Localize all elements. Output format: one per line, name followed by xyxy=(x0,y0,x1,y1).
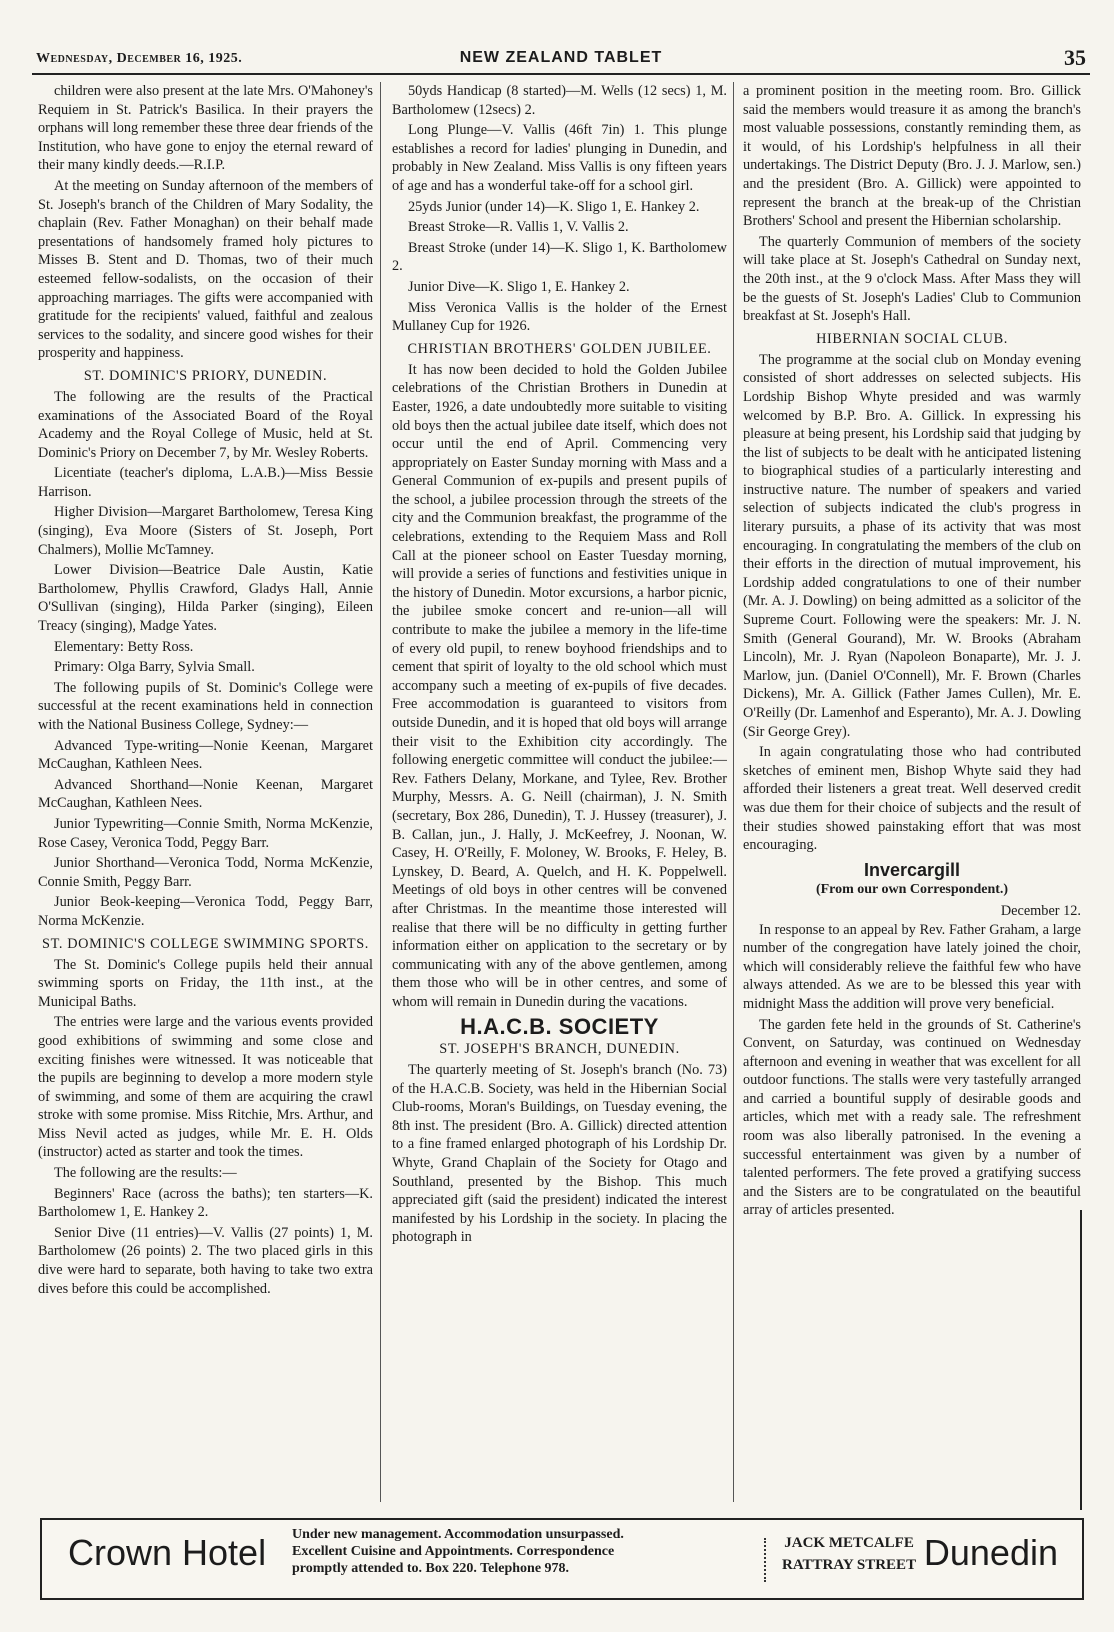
paragraph: The following are the results of the Practical examinations of the Associated Board of the Royal Academy and the Royal College of Music, held at St. Dominic's Priory on December 7, by Mr. Wesley Roberts. xyxy=(38,388,373,461)
paragraph: Junior Dive—K. Sligo 1, E. Hankey 2. xyxy=(408,278,630,295)
paragraph: The garden fete held in the grounds of St. Catherine's Convent, on Saturday, was continued on Wednesday afternoon and evening in weather that was excellent for all outdoor functions. The stalls were very tastefully arranged and carried a bountiful supply of desirable goods and articles, which met with a ready sale. The refreshment room was also liberally patronised. In the evening a successful entertainment was given by a number of talented performers. The fete proved a gratifying success and the Sisters are to be congratulated on the beautiful array of articles presented. xyxy=(743,1016,1081,1219)
paragraph: It has now been decided to hold the Golden Jubilee celebrations of the Christian Brothers in Dunedin at Easter, 1926, a date undoubtedly more suitable to visiting old boys then the actual jubilee date itself, which does not occur until the end of April. Commencing very appropriately on Easter Sunday morning with Mass and a General Communion of ex-pupils and present pupils of the school, a jubilee procession through the streets of the city and the Communion breakfast, the programme of the celebrations, extending to the Requiem Mass and Roll Call at the pioneer school on Easter Tuesday morning, will provide a series of functions and festivities unique in the history of Dunedin. Motor excursions, a harbor picnic, the jubilee smoke concert and re-union—all will contribute to make the jubilee a memory in the life-time of every old pupil, to renew boyhood friendships and to cement that spirit of loyalty to the old school which must accompany such a meeting of ex-pupils of five decades. Free accommodation is guaranteed to visitors from outside Dunedin, and it is hoped that old boys will arrange their visit to the Exhibition city accordingly. The following energetic committee will conduct the jubilee:—Rev. Fathers Delany, Morkane, and Tylee, Rev. Brother Murphy, Messrs. A. G. Neill (chairman), J. N. Smith (secretary, Box 286, Dunedin), T. J. Hussey (treasurer), J. B. Callan, jun., J. Hally, J. McKeefrey, J. Noonan, W. Casey, H. O'Reilly, F. Moloney, W. Brooks, F. Heley, B. Lynskey, D. Beard, A. Quelch, and H. K. Poppelwell. Meetings of old boys in other centres will be convened after Christmas. In the meantime those interested will realise that there will be no difficulty in getting further information either on application to the secretary or by communicating with any of the above gentlemen, among them those who will be in other centres, and some of whom will remain in Dunedin during the vacations. xyxy=(392,361,727,1010)
page-header xyxy=(32,45,1090,75)
paragraph: At the meeting on Sunday afternoon of the members of St. Joseph's branch of the Children of Mary Sodality, the chaplain (Rev. Father Monaghan) on their behalf made presentations of handsomely framed holy pictures to Misses B. Stent and D. Thomas, two of their much esteemed fellow-sodalists, on the occasion of their approaching marriages. The gifts were accompanied with gratitude for the recipients' valued, faithful and zealous services to the sodality, and sincere good wishes for their prosperity and happiness. xyxy=(38,177,373,362)
town-heading: Invercargill xyxy=(863,859,961,880)
column-border xyxy=(1080,1210,1082,1510)
ad-line: Under new management. Accommodation unsurpassed. xyxy=(292,1527,624,1542)
ad-address xyxy=(782,1532,916,1576)
paragraph: Senior Dive (11 entries)—V. Vallis (27 points) 1, M. Bartholomew (26 points) 2. The two placed girls in this dive were hard to separate, both having to take two extra dives before this could be accomplished. xyxy=(38,1224,373,1297)
correspondent-line: (From our own Correspondent.) xyxy=(815,882,1009,898)
paragraph: Junior Beok-keeping—Veronica Todd, Peggy Barr, Norma McKenzie. xyxy=(38,894,373,929)
paragraph: In again congratulating those who had contributed sketches of eminent men, Bishop Whyte said they had afforded their listeners a great treat. Well deserved credit was due them for their choice of subjects and the result of their studies showed painstaking effort that was most encouraging. xyxy=(743,744,1081,854)
ad-hotel-name: Crown Hotel xyxy=(68,1532,267,1573)
paragraph: Advanced Shorthand—Nonie Keenan, Margaret McCaughan, Kathleen Nees. xyxy=(38,776,373,812)
paragraph: Miss Veronica Vallis is the holder of the Ernest Mullaney Cup for 1926. xyxy=(392,299,727,335)
ad-line: Excellent Cuisine and Appointments. Correspondence xyxy=(292,1544,615,1559)
publication-title: NEW ZEALAND TABLET xyxy=(459,49,663,66)
paragraph: children were also present at the late Mrs. O'Mahoney's Requiem in St. Patrick's Basilica. In their prayers the orphans will long remember these three dear friends of the Institution, who have gone to enjoy the eternal reward of their many kindly deeds.—R.I.P. xyxy=(38,83,373,174)
paragraph: The following pupils of St. Dominic's College were successful at the recent examinations held in connection with the National Business College, Sydney:— xyxy=(38,679,373,733)
paragraph: The entries were large and the various events provided good exhibitions of swimming and some close and exciting finishes were witnessed. It was noticeable that the pupils are beginning to develop a more modern style of swimming, and some of them are acquiring the crawl stroke with some promise. Miss Ritchie, Mrs. Arthur, and Miss Nevil acted as judges, while Mr. E. H. Olds (instructor) acted as starter and took the times. xyxy=(38,1014,373,1161)
paragraph: The quarterly Communion of members of the society will take place at St. Joseph's Cathedral on Sunday next, the 20th inst., at the 9 o'clock Mass. After Mass they will be the guests of St. Joseph's Ladies' Club to Communion breakfast at St. Joseph's Hall. xyxy=(743,233,1081,325)
article-heading: HIBERNIAN SOCIAL CLUB. xyxy=(816,330,1008,347)
article-heading: CHRISTIAN BROTHERS' GOLDEN JUBILEE. xyxy=(407,340,712,357)
paragraph: Lower Division—Beatrice Dale Austin, Katie Bartholomew, Phyllis Crawford, Gladys Hall, Annie O'Sullivan (singing), Hilda Parker (singing), Eileen Treacy (singing), Madge Yates. xyxy=(38,562,373,635)
crown-hotel-advertisement xyxy=(40,1518,1084,1600)
paragraph: The programme at the social club on Monday evening consisted of short addresses on selected subjects. His Lordship Bishop Whyte presided and was warmly welcomed by B.P. Bro. A. Gillick. In expressing his pleasure at being present, his Lordship said that judging by the list of subjects to be dealt with he anticipated listening to biographical studies of a particularly interesting and instructive nature. The number of speakers and varied selection of subjects indicated the club's progress in literary pursuits, a phase of its activity that was most encouraging. In congratulating the members of the club on their efforts in the direction of mutual improvement, his Lordship added congratulations to one of their number (Mr. A. J. Dowling) on being admitted as a solicitor of the Supreme Court. Following were the speakers: Mr. J. N. Smith (General Gourand), Mr. W. Brooks (Abraham Lincoln), Mr. J. Ryan (Napoleon Bonaparte), Mr. J. J. Marlow, jun. (Daniel O'Connell), Mr. F. Brown (Charles Dickens), Mr. A. Gillick (Father James Cullen), Mr. E. O'Reilly (Dr. Lamenhof and Esperanto), Mr. A. J. Dowling (Sir George Grey). xyxy=(743,351,1081,740)
paragraph: Beginners' Race (across the baths); ten starters—K. Bartholomew 1, E. Hankey 2. xyxy=(38,1185,373,1221)
issue-date: Wednesday, December 16, 1925. xyxy=(36,51,243,66)
ad-city: Dunedin xyxy=(923,1532,1058,1573)
paragraph: The St. Dominic's College pupils held their annual swimming sports on Friday, the 11th inst., at the Municipal Baths. xyxy=(38,956,373,1010)
paragraph: Breast Stroke—R. Vallis 1, V. Vallis 2. xyxy=(408,219,629,236)
paragraph: Breast Stroke (under 14)—K. Sligo 1, K. Bartholomew 2. xyxy=(392,239,727,275)
column-2 xyxy=(392,82,727,1510)
ad-street: RATTRAY STREET xyxy=(782,1557,917,1573)
dateline: December 12. xyxy=(1000,902,1081,919)
column-divider xyxy=(380,82,381,1502)
paragraph: 25yds Junior (under 14)—K. Sligo 1, E. Hankey 2. xyxy=(408,198,700,215)
column-divider xyxy=(733,82,734,1502)
paragraph: Junior Typewriting—Connie Smith, Norma McKenzie, Rose Casey, Veronica Todd, Peggy Barr. xyxy=(38,815,373,851)
column-3 xyxy=(743,82,1081,1510)
paragraph: a prominent position in the meeting room. Bro. Gillick said the members would treasure it as among the branch's most valuable possessions, constantly reminding them, as it would, of his Lordship's helpfulness in all their undertakings. The District Deputy (Bro. J. J. Marlow, sen.) and the president (Bro. A. Gillick) were appointed to represent the branch at the break-up of the Christian Brothers' School and present the Hibernian scholarship. xyxy=(743,83,1081,230)
ad-line: promptly attended to. Box 220. Telephone 978. xyxy=(292,1561,570,1576)
section-heading: H.A.C.B. SOCIETY xyxy=(460,1013,659,1039)
ad-divider xyxy=(764,1538,767,1582)
paragraph: 50yds Handicap (8 started)—M. Wells (12 secs) 1, M. Bartholomew (12secs) 2. xyxy=(392,83,727,118)
ad-details xyxy=(292,1526,762,1577)
paragraph: Licentiate (teacher's diploma, L.A.B.)—Miss Bessie Harrison. xyxy=(38,465,373,500)
article-heading: ST. JOSEPH'S BRANCH, DUNEDIN. xyxy=(439,1041,680,1058)
paragraph: Higher Division—Margaret Bartholomew, Teresa King (singing), Eva Moore (Sisters of St. Joseph, Port Chalmers), Mollie McTamney. xyxy=(38,504,373,558)
paragraph: Primary: Olga Barry, Sylvia Small. xyxy=(54,659,255,676)
paragraph: Long Plunge—V. Vallis (46ft 7in) 1. This plunge establishes a record for ladies' plunging in Dunedin, and probably in New Zealand. Miss Vallis is ony fifteen years of age and has a wonderful take-off for a school girl. xyxy=(392,122,727,194)
ad-proprietor: JACK METCALFE xyxy=(784,1535,914,1551)
paragraph: Elementary: Betty Ross. xyxy=(54,638,194,655)
page-number: 35 xyxy=(1064,45,1086,70)
article-heading: ST. DOMINIC'S PRIORY, DUNEDIN. xyxy=(83,367,328,384)
column-1 xyxy=(38,82,373,1510)
paragraph: The quarterly meeting of St. Joseph's branch (No. 73) of the H.A.C.B. Society, was held in the Hibernian Social Club-rooms, Moran's Buildings, on Tuesday evening, the 8th inst. The president (Bro. A. Gillick) directed attention to a fine framed enlarged photograph of his Lordship Dr. Whyte, Grand Chaplain of the Society for Otago and Southland, presented by the Bishop. This much appreciated gift (said the president) indicated the interest manifested by his Lordship in the society. In placing the photograph in xyxy=(392,1062,727,1246)
paragraph: Junior Shorthand—Veronica Todd, Norma McKenzie, Connie Smith, Peggy Barr. xyxy=(38,855,373,890)
paragraph: In response to an appeal by Rev. Father Graham, a large number of the congregation have lately joined the choir, which will considerably relieve the faithful few who have always attended. As we are to be blessed this year with midnight Mass the addition will prove very beneficial. xyxy=(743,921,1081,1012)
article-heading: ST. DOMINIC'S COLLEGE SWIMMING SPORTS. xyxy=(42,935,369,952)
paragraph: Advanced Type-writing—Nonie Keenan, Margaret McCaughan, Kathleen Nees. xyxy=(38,737,373,773)
paragraph: The following are the results:— xyxy=(54,1165,237,1182)
